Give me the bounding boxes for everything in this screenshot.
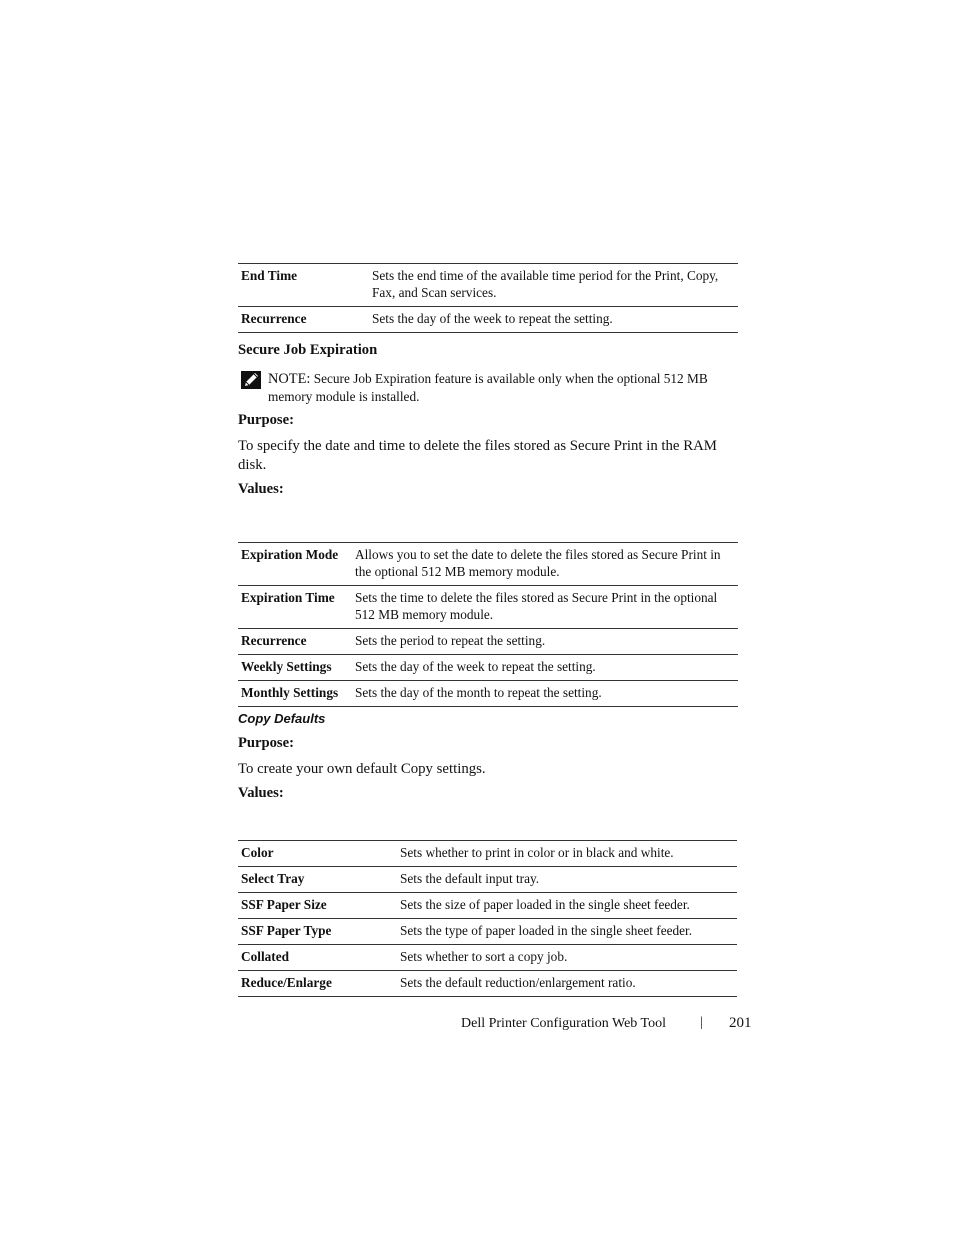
row-value: Sets the default reduction/enlargement ratio. bbox=[400, 975, 636, 990]
row-value: Allows you to set the date to delete the files stored as Secure Print in the optional 512 MB memory module. bbox=[355, 547, 721, 579]
row-key: Collated bbox=[241, 949, 290, 964]
table-row bbox=[238, 867, 737, 893]
page-number: 201 bbox=[729, 1015, 752, 1031]
values-label: Values: bbox=[238, 785, 284, 801]
section-heading: Secure Job Expiration bbox=[238, 342, 378, 358]
row-value: Sets whether to sort a copy job. bbox=[400, 949, 568, 964]
note-text: Secure Job Expiration feature is available only when the optional 512 MB memory module is installed. bbox=[268, 371, 708, 404]
table-row bbox=[238, 841, 737, 867]
row-key: Reduce/Enlarge bbox=[241, 975, 332, 990]
table-row bbox=[238, 629, 738, 655]
table-row bbox=[238, 919, 737, 945]
row-key: SSF Paper Type bbox=[241, 923, 332, 938]
row-key: Recurrence bbox=[241, 633, 307, 648]
row-key: Weekly Settings bbox=[241, 659, 332, 674]
row-value: Sets the time to delete the files stored as Secure Print in the optional 512 MB memory module. bbox=[355, 590, 718, 622]
purpose-text: To create your own default Copy settings. bbox=[238, 761, 486, 777]
note bbox=[268, 370, 738, 405]
purpose-label: Purpose: bbox=[238, 412, 294, 428]
table-row bbox=[238, 945, 737, 971]
row-value: Sets the size of paper loaded in the single sheet feeder. bbox=[400, 897, 690, 912]
note-label: NOTE: bbox=[268, 371, 311, 387]
row-key: Expiration Mode bbox=[241, 547, 339, 562]
table-row bbox=[238, 307, 738, 333]
table-row bbox=[238, 681, 738, 707]
table-row bbox=[238, 893, 737, 919]
footer-separator: | bbox=[700, 1015, 703, 1030]
row-key: Recurrence bbox=[241, 311, 307, 326]
row-value: Sets whether to print in color or in black and white. bbox=[400, 845, 674, 860]
table-row bbox=[238, 264, 738, 307]
footer-title: Dell Printer Configuration Web Tool bbox=[461, 1016, 667, 1031]
row-value: Sets the period to repeat the setting. bbox=[355, 633, 546, 648]
row-value: Sets the end time of the available time period for the Print, Copy, Fax, and Scan services. bbox=[372, 268, 719, 300]
table-row bbox=[238, 655, 738, 681]
row-value: Sets the default input tray. bbox=[400, 871, 540, 886]
section-heading: Copy Defaults bbox=[238, 711, 326, 726]
row-key: Select Tray bbox=[241, 871, 305, 886]
row-key: SSF Paper Size bbox=[241, 897, 327, 912]
row-key: Monthly Settings bbox=[241, 685, 339, 700]
values-label: Values: bbox=[238, 481, 284, 497]
row-value: Sets the day of the month to repeat the setting. bbox=[355, 685, 602, 700]
pencil-note-icon bbox=[240, 370, 262, 390]
purpose-text: To specify the date and time to delete the files stored as Secure Print in the RAM disk. bbox=[238, 438, 717, 473]
table-row bbox=[238, 586, 738, 629]
row-value: Sets the day of the week to repeat the setting. bbox=[355, 659, 596, 674]
row-key: Color bbox=[241, 845, 274, 860]
row-key: Expiration Time bbox=[241, 590, 335, 605]
purpose-label: Purpose: bbox=[238, 735, 294, 751]
row-value: Sets the day of the week to repeat the setting. bbox=[372, 311, 613, 326]
row-key: End Time bbox=[241, 268, 298, 283]
copy-defaults-table bbox=[238, 840, 737, 997]
time-period-table bbox=[238, 263, 738, 333]
row-value: Sets the type of paper loaded in the single sheet feeder. bbox=[400, 923, 693, 938]
table-row bbox=[238, 971, 737, 997]
table-row bbox=[238, 543, 738, 586]
secure-job-values-table bbox=[238, 542, 738, 707]
